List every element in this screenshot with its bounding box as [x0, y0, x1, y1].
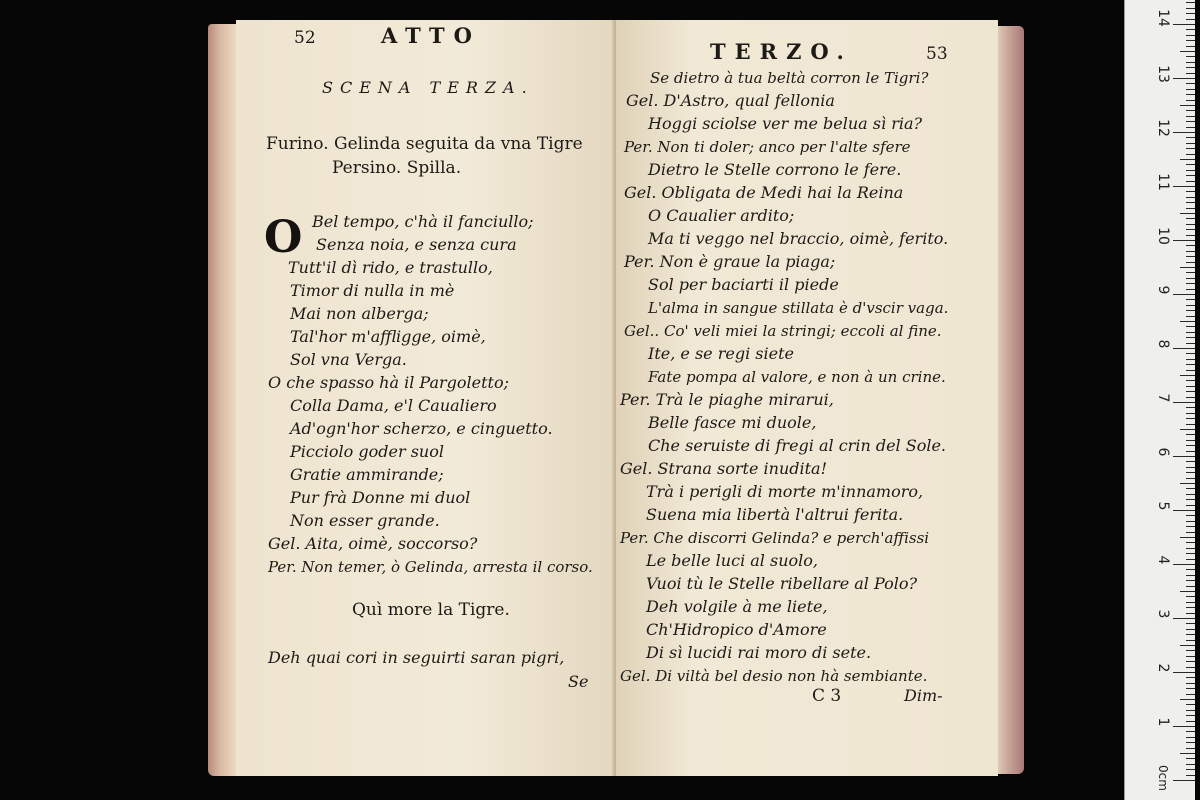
- ruler-tick: [1186, 494, 1195, 495]
- ruler-tick: [1186, 121, 1195, 122]
- character-list-line: Furino. Gelinda seguita da vna Tigre: [266, 134, 583, 154]
- verse-line: Dietro le Stelle corrono le fere.: [648, 160, 902, 179]
- ruler-tick: [1173, 186, 1195, 187]
- verse-line: Che seruiste di fregi al crin del Sole.: [648, 436, 947, 455]
- verse-line: Fate pompa al valore, e non à un crine.: [648, 368, 946, 386]
- ruler-tick: [1186, 127, 1195, 128]
- dialogue-line: Gel. Obligata de Medi hai la Reina: [624, 183, 904, 202]
- ruler-tick: [1186, 245, 1195, 246]
- page-number: 53: [926, 44, 948, 64]
- ruler-tick: [1186, 748, 1195, 749]
- ruler-tick: [1186, 175, 1195, 176]
- verse-line: Ite, e se regi siete: [648, 344, 794, 363]
- ruler-tick: [1186, 218, 1195, 219]
- ruler-tick: [1186, 596, 1195, 597]
- ruler-tick: [1186, 694, 1195, 695]
- ruler-tick: [1186, 467, 1195, 468]
- ruler-tick: [1186, 607, 1195, 608]
- ruler-tick: [1186, 256, 1195, 257]
- ruler-tick: [1186, 499, 1195, 500]
- ruler-tick: [1186, 148, 1195, 149]
- ruler-tick: [1173, 618, 1195, 619]
- verse-line: Non esser grande.: [290, 511, 440, 530]
- ruler-tick: [1186, 683, 1195, 684]
- ruler-number: 14: [1155, 9, 1171, 27]
- ruler-tick: [1186, 397, 1195, 398]
- ruler-tick: [1186, 650, 1195, 651]
- ruler-tick: [1180, 51, 1195, 52]
- ruler-tick: [1186, 164, 1195, 165]
- ruler-number: 10: [1155, 227, 1171, 245]
- ruler-tick: [1186, 715, 1195, 716]
- signature-mark: C 3: [812, 686, 842, 706]
- left-page: [236, 20, 616, 776]
- verse-line: Le belle luci al suolo,: [646, 551, 818, 570]
- ruler-tick: [1186, 775, 1195, 776]
- ruler-tick: [1186, 137, 1195, 138]
- ruler-tick: [1186, 575, 1195, 576]
- measurement-ruler: [1124, 0, 1195, 800]
- ruler-tick: [1186, 737, 1195, 738]
- verse-line: Pur frà Donne mi duol: [290, 488, 471, 507]
- dialogue-line: Gel. D'Astro, qual fellonia: [626, 91, 835, 110]
- ruler-tick: [1186, 278, 1195, 279]
- right-page-edges: [994, 26, 1024, 774]
- ruler-tick: [1186, 764, 1195, 765]
- ruler-tick: [1186, 224, 1195, 225]
- ruler-tick: [1173, 564, 1195, 565]
- verse-line: Tutt'il dì rido, e trastullo,: [288, 258, 493, 277]
- ruler-tick: [1186, 283, 1195, 284]
- ruler-tick: [1186, 704, 1195, 705]
- ruler-tick: [1186, 667, 1195, 668]
- dialogue-line: Gel. Di viltà bel desio non hà sembiante.: [620, 667, 928, 685]
- ruler-tick: [1186, 380, 1195, 381]
- ruler-tick: [1180, 591, 1195, 592]
- dialogue-line: Per. Trà le piaghe mirarui,: [620, 390, 834, 409]
- ruler-tick: [1186, 710, 1195, 711]
- ruler-tick: [1186, 472, 1195, 473]
- stage-direction: Quì more la Tigre.: [352, 600, 510, 620]
- ruler-tick: [1186, 46, 1195, 47]
- ruler-tick: [1173, 780, 1195, 781]
- ruler-tick: [1186, 235, 1195, 236]
- ruler-tick: [1186, 170, 1195, 171]
- ruler-tick: [1186, 548, 1195, 549]
- ruler-tick: [1186, 251, 1195, 252]
- ruler-tick: [1173, 240, 1195, 241]
- ruler-tick: [1186, 262, 1195, 263]
- drop-cap: O: [264, 212, 303, 263]
- ruler-tick: [1173, 672, 1195, 673]
- ruler-tick: [1186, 19, 1195, 20]
- ruler-tick: [1186, 94, 1195, 95]
- ruler-unit-label: 0cm: [1156, 765, 1170, 791]
- dialogue-line: Per. Non temer, ò Gelinda, arresta il corso.: [268, 558, 593, 576]
- ruler-tick: [1173, 132, 1195, 133]
- ruler-tick: [1186, 100, 1195, 101]
- verse-line: Timor di nulla in mè: [290, 281, 455, 300]
- ruler-tick: [1186, 488, 1195, 489]
- ruler-tick: [1186, 434, 1195, 435]
- ruler-tick: [1186, 353, 1195, 354]
- ruler-tick: [1186, 407, 1195, 408]
- ruler-tick: [1186, 445, 1195, 446]
- ruler-tick: [1186, 35, 1195, 36]
- ruler-tick: [1173, 24, 1195, 25]
- ruler-tick: [1186, 272, 1195, 273]
- verse-line: Deh quai cori in seguirti saran pigri,: [268, 648, 565, 667]
- ruler-tick: [1186, 370, 1195, 371]
- verse-line: Ma ti veggo nel braccio, oimè, ferito.: [648, 229, 949, 248]
- ruler-tick: [1186, 634, 1195, 635]
- ruler-tick: [1186, 640, 1195, 641]
- verse-line: Vuoi tù le Stelle ribellare al Polo?: [646, 574, 918, 593]
- verse-line: Colla Dama, e'l Caualiero: [290, 396, 497, 415]
- ruler-tick: [1173, 456, 1195, 457]
- character-list-line: Persino. Spilla.: [332, 158, 462, 178]
- ruler-number: 12: [1155, 119, 1171, 137]
- dialogue-line: Gel. Strana sorte inudita!: [620, 459, 828, 478]
- ruler-tick: [1186, 67, 1195, 68]
- ruler-number: 9: [1155, 285, 1171, 295]
- ruler-tick: [1180, 213, 1195, 214]
- ruler-number: 2: [1155, 663, 1171, 673]
- ruler-tick: [1186, 461, 1195, 462]
- ruler-tick: [1186, 613, 1195, 614]
- ruler-number: 11: [1155, 173, 1171, 191]
- ruler-tick: [1180, 429, 1195, 430]
- verse-line: Tal'hor m'affligge, oimè,: [290, 327, 486, 346]
- verse-line: Mai non alberga;: [290, 304, 429, 323]
- ruler-tick: [1186, 83, 1195, 84]
- ruler-tick: [1186, 143, 1195, 144]
- dialogue-line: Gel. Aita, oimè, soccorso?: [268, 534, 478, 553]
- ruler-tick: [1186, 688, 1195, 689]
- ruler-tick: [1186, 89, 1195, 90]
- ruler-tick: [1186, 197, 1195, 198]
- verse-line: Trà i perigli di morte m'innamoro,: [646, 482, 924, 501]
- verse-line: Belle fasce mi duole,: [648, 413, 817, 432]
- ruler-tick: [1186, 40, 1195, 41]
- verse-line: Senza noia, e senza cura: [316, 235, 517, 254]
- ruler-tick: [1173, 348, 1195, 349]
- ruler-tick: [1173, 78, 1195, 79]
- ruler-number: 8: [1155, 339, 1171, 349]
- ruler-tick: [1186, 8, 1195, 9]
- verse-line: Sol per baciarti il piede: [648, 275, 839, 294]
- dialogue-line: Per. Non è graue la piaga;: [624, 252, 836, 271]
- verse-line: Sol vna Verga.: [290, 350, 407, 369]
- ruler-tick: [1186, 391, 1195, 392]
- ruler-tick: [1180, 645, 1195, 646]
- ruler-tick: [1186, 326, 1195, 327]
- ruler-tick: [1186, 580, 1195, 581]
- ruler-tick: [1186, 629, 1195, 630]
- ruler-tick: [1186, 521, 1195, 522]
- ruler-tick: [1186, 505, 1195, 506]
- ruler-tick: [1173, 402, 1195, 403]
- verse-line: L'alma in sangue stillata è d'vscir vaga.: [648, 299, 949, 317]
- ruler-tick: [1186, 332, 1195, 333]
- ruler-tick: [1180, 105, 1195, 106]
- scene-title: SCENA TERZA.: [322, 78, 534, 97]
- ruler-tick: [1186, 73, 1195, 74]
- verse-line: Di sì lucidi rai moro di sete.: [646, 643, 872, 662]
- ruler-tick: [1186, 413, 1195, 414]
- ruler-tick: [1186, 364, 1195, 365]
- ruler-tick: [1186, 451, 1195, 452]
- running-head: ATTO: [381, 23, 481, 48]
- ruler-tick: [1186, 316, 1195, 317]
- ruler-tick: [1180, 159, 1195, 160]
- ruler-tick: [1180, 321, 1195, 322]
- ruler-number: 5: [1155, 501, 1171, 511]
- ruler-tick: [1186, 289, 1195, 290]
- ruler-tick: [1186, 386, 1195, 387]
- verse-line: Ch'Hidropico d'Amore: [646, 620, 827, 639]
- ruler-tick: [1186, 208, 1195, 209]
- verse-line: Se dietro à tua beltà corron le Tigri?: [650, 69, 929, 87]
- ruler-tick: [1186, 110, 1195, 111]
- ruler-tick: [1186, 418, 1195, 419]
- ruler-tick: [1186, 542, 1195, 543]
- verse-line: Hoggi sciolse ver me belua sì ria?: [648, 114, 923, 133]
- running-head: TERZO.: [710, 39, 853, 64]
- ruler-number: 7: [1155, 393, 1171, 403]
- ruler-tick: [1186, 440, 1195, 441]
- ruler-tick: [1180, 699, 1195, 700]
- ruler-tick: [1186, 532, 1195, 533]
- ruler-tick: [1186, 62, 1195, 63]
- ruler-tick: [1186, 721, 1195, 722]
- ruler-tick: [1186, 602, 1195, 603]
- ruler-tick: [1186, 515, 1195, 516]
- ruler-tick: [1186, 559, 1195, 560]
- ruler-tick: [1186, 29, 1195, 30]
- ruler-tick: [1186, 424, 1195, 425]
- verse-line: Ad'ogn'hor scherzo, e cinguetto.: [290, 419, 553, 438]
- ruler-tick: [1186, 586, 1195, 587]
- ruler-tick: [1186, 299, 1195, 300]
- right-page: [616, 20, 998, 776]
- verse-line: O Caualier ardito;: [648, 206, 795, 225]
- ruler-tick: [1186, 343, 1195, 344]
- ruler-tick: [1186, 310, 1195, 311]
- ruler-tick: [1186, 656, 1195, 657]
- ruler-tick: [1186, 13, 1195, 14]
- ruler-tick: [1186, 769, 1195, 770]
- ruler-tick: [1173, 294, 1195, 295]
- ruler-tick: [1180, 537, 1195, 538]
- ruler-tick: [1180, 753, 1195, 754]
- ruler-tick: [1186, 623, 1195, 624]
- ruler-tick: [1186, 154, 1195, 155]
- verse-line: Suena mia libertà l'altrui ferita.: [646, 505, 904, 524]
- ruler-tick: [1186, 202, 1195, 203]
- ruler-tick: [1186, 742, 1195, 743]
- ruler-tick: [1186, 181, 1195, 182]
- ruler-tick: [1186, 758, 1195, 759]
- ruler-tick: [1186, 569, 1195, 570]
- ruler-tick: [1173, 726, 1195, 727]
- ruler-tick: [1186, 2, 1195, 3]
- ruler-tick: [1180, 375, 1195, 376]
- catchword: Dim-: [904, 686, 943, 705]
- ruler-tick: [1186, 478, 1195, 479]
- ruler-tick: [1186, 661, 1195, 662]
- ruler-tick: [1186, 56, 1195, 57]
- catchword: Se: [568, 672, 589, 691]
- ruler-tick: [1186, 359, 1195, 360]
- ruler-tick: [1186, 191, 1195, 192]
- verse-line: Deh volgile à me liete,: [646, 597, 828, 616]
- page-number: 52: [294, 28, 316, 48]
- ruler-number: 1: [1155, 717, 1171, 727]
- ruler-tick: [1186, 337, 1195, 338]
- dialogue-line: Per. Non ti doler; anco per l'alte sfere: [624, 138, 911, 156]
- ruler-tick: [1186, 116, 1195, 117]
- ruler-tick: [1180, 483, 1195, 484]
- ruler-number: 3: [1155, 609, 1171, 619]
- verse-line: O che spasso hà il Pargoletto;: [268, 373, 509, 392]
- ruler-tick: [1186, 526, 1195, 527]
- ruler-tick: [1186, 677, 1195, 678]
- ruler-number: 13: [1155, 65, 1171, 83]
- dialogue-line: Per. Che discorri Gelinda? e perch'affissi: [620, 529, 930, 547]
- verse-line: Gratie ammirande;: [290, 465, 444, 484]
- verse-line: Picciolo goder suol: [290, 442, 444, 461]
- ruler-tick: [1180, 267, 1195, 268]
- ruler-tick: [1186, 553, 1195, 554]
- ruler-tick: [1186, 305, 1195, 306]
- ruler-number: 6: [1155, 447, 1171, 457]
- ruler-tick: [1186, 229, 1195, 230]
- ruler-tick: [1173, 510, 1195, 511]
- verse-line: Bel tempo, c'hà il fanciullo;: [312, 212, 534, 231]
- ruler-tick: [1186, 731, 1195, 732]
- ruler-number: 4: [1155, 555, 1171, 565]
- dialogue-line: Gel.. Co' veli miei la stringi; eccoli al fine.: [624, 322, 942, 340]
